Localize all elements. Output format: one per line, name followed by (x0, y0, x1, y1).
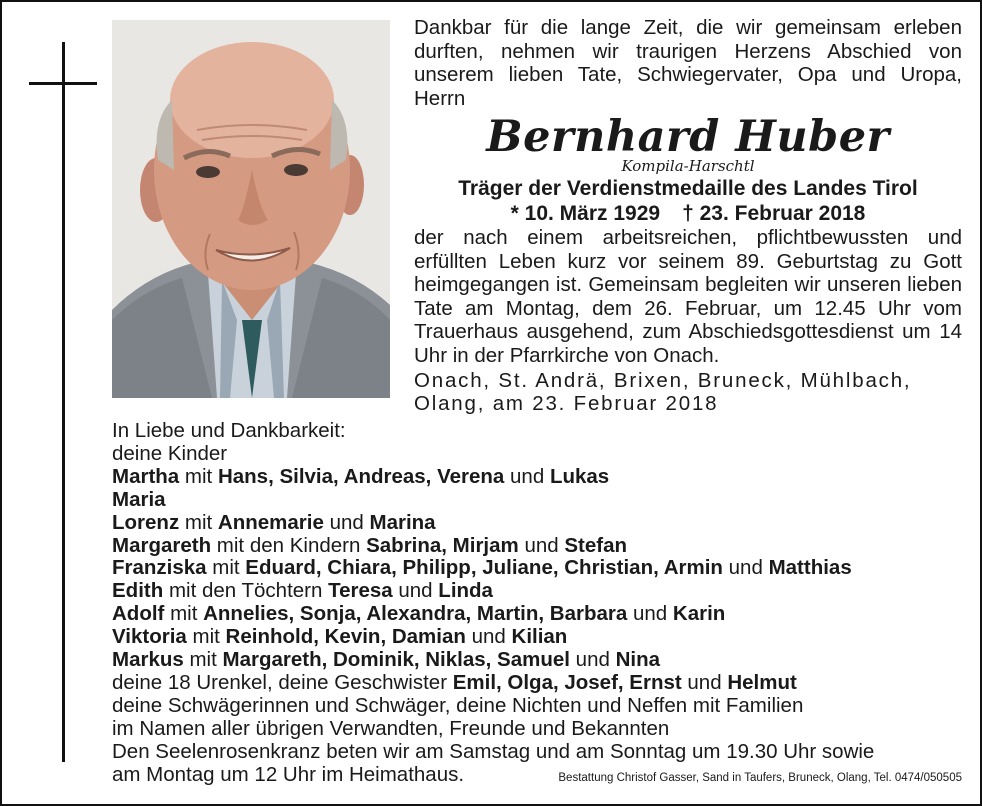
mourner-name: Lorenz (112, 510, 180, 534)
body-text: der nach einem arbeitsreichen, pflichtbewussten und erfüllten Leben kurz vor seinem 89. Geburtstag zu Gott heimgegangen ist. Gemeinsam begleiten wir unseren lieben Tate am Montag, dem 26. Februar, um 12.45 Uhr vom Trauerhaus ausgehend, zum Abschiedsgottesdienst um 14 Uhr in der Pfarrkirche von Onach. (414, 226, 962, 367)
mourner-text: und (392, 579, 439, 603)
mourner-name: Marina (369, 510, 436, 534)
mourner-name: Edith (112, 579, 164, 603)
mourner-line (112, 718, 962, 741)
mourner-text: mit (179, 464, 218, 488)
mourner-line (112, 466, 962, 489)
mourner-text: deine Schwägerinnen und Schwäger, deine Nichten und Neffen mit Familien (112, 693, 804, 717)
mourner-name: Annelies, Sonja, Alexandra, Martin, Barbara (203, 602, 628, 626)
mourner-name: Margareth, Dominik, Niklas, Samuel (222, 648, 570, 672)
mourner-name: Martha (112, 464, 180, 488)
mourner-name: Lukas (549, 464, 610, 488)
mourner-name: Margareth (112, 533, 212, 557)
mourner-text: mit den Kindern (211, 533, 367, 557)
mourner-name: Emil, Olga, Josef, Ernst (452, 670, 682, 694)
mourner-text: mit (164, 602, 204, 626)
mourner-name: Hans, Silvia, Andreas, Verena (217, 464, 505, 488)
mourner-name: Nina (615, 648, 661, 672)
mourner-text: mit (183, 648, 223, 672)
mourner-text: mit (206, 556, 246, 580)
honor-title: Träger der Verdienstmedaille des Landes Tirol (458, 177, 918, 200)
mourners-list (112, 420, 962, 741)
mourner-name: Franziska (112, 556, 207, 580)
mourner-line (112, 603, 962, 626)
mourner-name: Maria (112, 487, 166, 511)
mourner-line (112, 649, 962, 672)
mourner-line (112, 512, 962, 535)
mourner-name: Helmut (727, 670, 797, 694)
mourner-name: Viktoria (112, 625, 187, 649)
mourner-line (112, 557, 962, 580)
mourner-line (112, 489, 962, 512)
mourner-text: mit (179, 510, 218, 534)
birth-date: * 10. März 1929 (510, 202, 661, 225)
mourner-text: und (465, 625, 512, 649)
mourner-text: und (323, 510, 370, 534)
mourner-text: und (722, 556, 769, 580)
mourner-name: Linda (438, 579, 493, 603)
mourner-text: und (627, 602, 673, 626)
mourner-text: und (569, 648, 616, 672)
mourner-name: Matthias (768, 556, 852, 580)
intro-text: Dankbar für die lange Zeit, die wir gemeinsam erleben durften, nehmen wir traurigen Herzens Abschied von unserem lieben Tate, Schwiegervater, Opa und Uropa, Herrn (414, 16, 962, 110)
mourner-name: Markus (112, 648, 184, 672)
life-dates (414, 201, 962, 226)
mourner-line (112, 626, 962, 649)
mourner-text: im Namen aller übrigen Verwandten, Freunde und Bekannten (112, 716, 670, 740)
mourner-name: Stefan (564, 533, 628, 557)
portrait-photo (112, 20, 390, 398)
mourner-line (112, 695, 962, 718)
mourners-section (112, 420, 962, 790)
mourner-text: In Liebe und Dankbarkeit: (112, 419, 346, 442)
mourner-line (112, 443, 962, 466)
mourner-name: Sabrina, Mirjam (366, 533, 519, 557)
mourner-text: und (518, 533, 565, 557)
mourner-name: Adolf (112, 602, 165, 626)
mourner-text: deine 18 Urenkel, deine Geschwister (112, 670, 453, 694)
nickname: Kompila-Harschtl (621, 157, 755, 175)
mourner-name: Teresa (328, 579, 393, 603)
final-line (112, 764, 962, 790)
undertaker-info: Bestattung Christof Gasser, Sand in Taufers, Bruneck, Olang, Tel. 0474/050505 (558, 771, 962, 784)
mourner-name: Annemarie (217, 510, 324, 534)
mourner-text: deine Kinder (112, 441, 228, 465)
mourner-text: mit (186, 625, 226, 649)
mourner-line (112, 672, 962, 695)
mourner-text: und (681, 670, 728, 694)
mourner-text: und (504, 464, 550, 488)
place-date: Onach, St. Andrä, Brixen, Bruneck, Mühlbach, Olang, am 23. Februar 2018 (414, 369, 912, 415)
mourner-name: Kilian (511, 625, 568, 649)
rosary-line-1: Den Seelenrosenkranz beten wir am Samstag und am Sonntag um 19.30 Uhr sowie (112, 739, 875, 763)
mourner-name: Reinhold, Kevin, Damian (225, 625, 466, 649)
mourner-name: Karin (672, 602, 726, 626)
mourner-line (112, 535, 962, 558)
deceased-name: Bernhard Huber (486, 112, 890, 162)
mourner-text: mit den Töchtern (163, 579, 329, 603)
rosary-line-2: am Montag um 12 Uhr im Heimathaus. (112, 762, 465, 786)
mourner-line (112, 580, 962, 603)
announcement-header (414, 16, 962, 415)
mourner-line (112, 420, 962, 443)
mourner-name: Eduard, Chiara, Philipp, Juliane, Christian, Armin (245, 556, 723, 580)
death-date: † 23. Februar 2018 (682, 202, 866, 225)
